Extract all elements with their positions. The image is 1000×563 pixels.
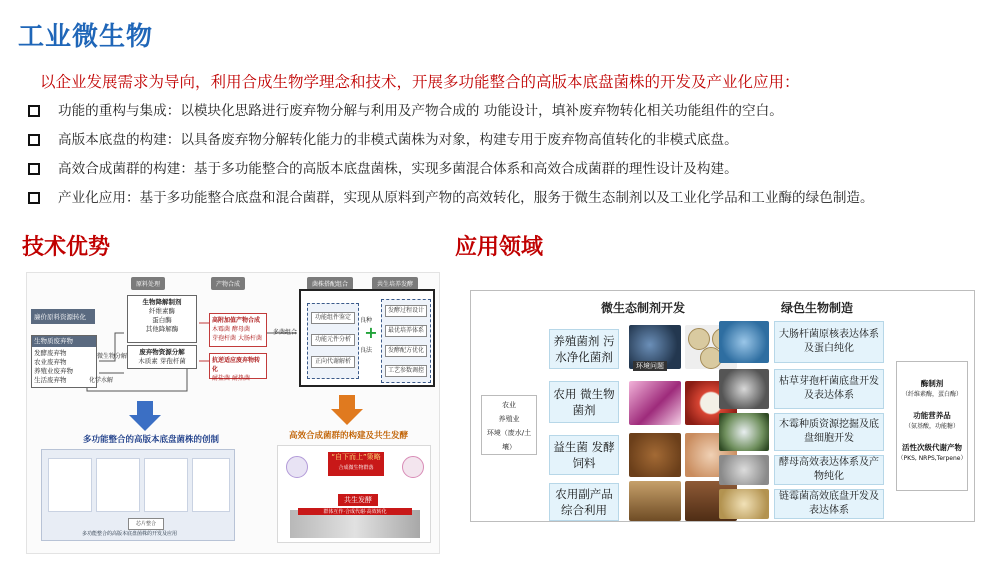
cost-label: 廉价原料资源转化 [31,309,95,324]
bullet-item: 高版本底盘的构建：以具备废弃物分解转化能力的非模式菌株为对象，构建专用于废弃物高值转化的非模式底盘。 [26,129,991,158]
bacillus-photo [719,369,769,409]
cell-icon [286,456,308,478]
arrow-down-icon [331,395,363,425]
community-panel: “自下而上”策略 合成微生物群落 共生发酵 群体互作·合成代谢·高效转化 [277,445,431,543]
biomass-box: 生物质废弃物 发酵废弃物 农业废弃物 养殖业废弃物 生活废弃物 [31,335,97,388]
square-bullet-icon [28,163,40,175]
label-good-fit: 良法 [360,347,373,354]
right-modules: 发酵过程设计 最优培养体系 发酵配方优化 工艺参数调控 [381,299,431,383]
material-decomp-box: 废弃物资源分解 木质素 芽孢杆菌 [127,345,197,369]
application-panel [470,290,975,522]
label-micro-decomp: 微生物分解 [97,353,128,360]
square-bullet-icon [28,134,40,146]
category-agri-agent: 农用 微生物菌剂 [549,381,619,423]
raw-processing-box: 生物降解制剂 纤维素酶 蛋白酶 其他降解酶 [127,295,197,343]
green-item-trichoderma: 木霉种质资源挖掘及底盘细胞开发 [774,413,884,451]
protein-photo [719,321,769,363]
fungi-photo [629,381,681,425]
caption-community: 高效合成菌群的构建及共生发酵 [289,431,409,441]
env-issue-tag: 环境问题 [633,361,667,371]
green-item-streptomyces: 链霉菌高效底盘开发及表达体系 [774,489,884,519]
trichoderma-photo [719,413,769,451]
header-microecology: 微生态制剂开发 [601,301,686,315]
streptomyces-photo [719,489,769,519]
compost-photo [629,481,681,521]
green-item-ecoli: 大肠杆菌原核表达体系及蛋白纯化 [774,321,884,363]
category-aquaculture: 养殖菌剂 污水净化菌剂 [549,329,619,369]
pill-raw: 原料处理 [131,277,165,290]
green-item-bacillus: 枯草芽孢杆菌底盘开发及表达体系 [774,369,884,409]
pill-combo: 菌株搭配组合 [307,277,353,290]
bullet-list [26,100,991,216]
header-green-manufacturing: 绿色生物制造 [781,301,854,315]
stress-adapt-box: 抗逆适应废弃物转化 耐盐菌 耐热菌 [209,353,267,379]
label-good-strain: 良种 [360,317,373,324]
cell-icon [402,456,424,478]
category-probiotic: 益生菌 发酵饲料 [549,435,619,475]
square-bullet-icon [28,192,40,204]
pill-cofer: 共生培养发酵 [372,277,418,290]
left-modules: 功能组件鉴定 功能元件分析 正向代谢解析 [307,303,359,379]
chassis-table: 芯片整合 多功能整合的高版本底盘菌株的开发及应用 [41,449,235,541]
pill-product: 产物合成 [211,277,245,290]
product-box: 酶制剂 （纤维素酶，蛋白酶） 功能营养品 （氨基酸，功能糖） 活性次级代谢产物 （PKS, NRPS,Terpene） [896,361,968,491]
page-title: 工业微生物 [18,22,154,52]
tech-diagram [26,272,440,554]
plus-icon: + [364,323,378,342]
bullet-item: 产业化应用：基于多功能整合底盘和混合菌群，实现从原料到产物的高效转化，服务于微生态制剂以及工业化学品和工业酶的绿色制造。 [26,187,991,216]
caption-chassis: 多功能整合的高版本底盘菌株的创制 [83,435,220,445]
bullet-item: 高效合成菌群的构建：基于多功能整合的高版本底盘菌株，实现多菌混合体系和高效合成菌群的理性设计及构建。 [26,158,991,187]
product-synthesis-box: 高附加值产物合成 木霉菌 酵母菌 芽孢杆菌 大肠杆菌 [209,313,267,347]
source-box: 农业 养殖业 环境（废水/土壤） [481,395,537,455]
arrow-down-icon [129,401,161,431]
green-item-yeast: 酵母高效表达体系及产物纯化 [774,455,884,485]
label-multi-combo: 多菌组合 [273,329,298,336]
section-title-apps: 应用领域 [455,235,544,260]
feed-photo [629,433,681,477]
category-byproduct: 农用副产品 综合利用 [549,483,619,521]
section-title-tech: 技术优势 [22,235,111,260]
yeast-photo [719,455,769,485]
strategy-banner: “自下而上”策略 合成微生物群落 [328,452,384,476]
bullet-item: 功能的重构与集成：以模块化思路进行废弃物分解与利用及产物合成的 功能设计，填补废弃物转化相关功能组件的空白。 [26,100,991,129]
label-chem-hydro: 化学水解 [89,377,114,384]
page-subtitle: 以企业发展需求为导向，利用合成生物学理念和技术，开展多功能整合的高版本底盘菌株的开发及产业化应用： [40,73,800,91]
square-bullet-icon [28,105,40,117]
